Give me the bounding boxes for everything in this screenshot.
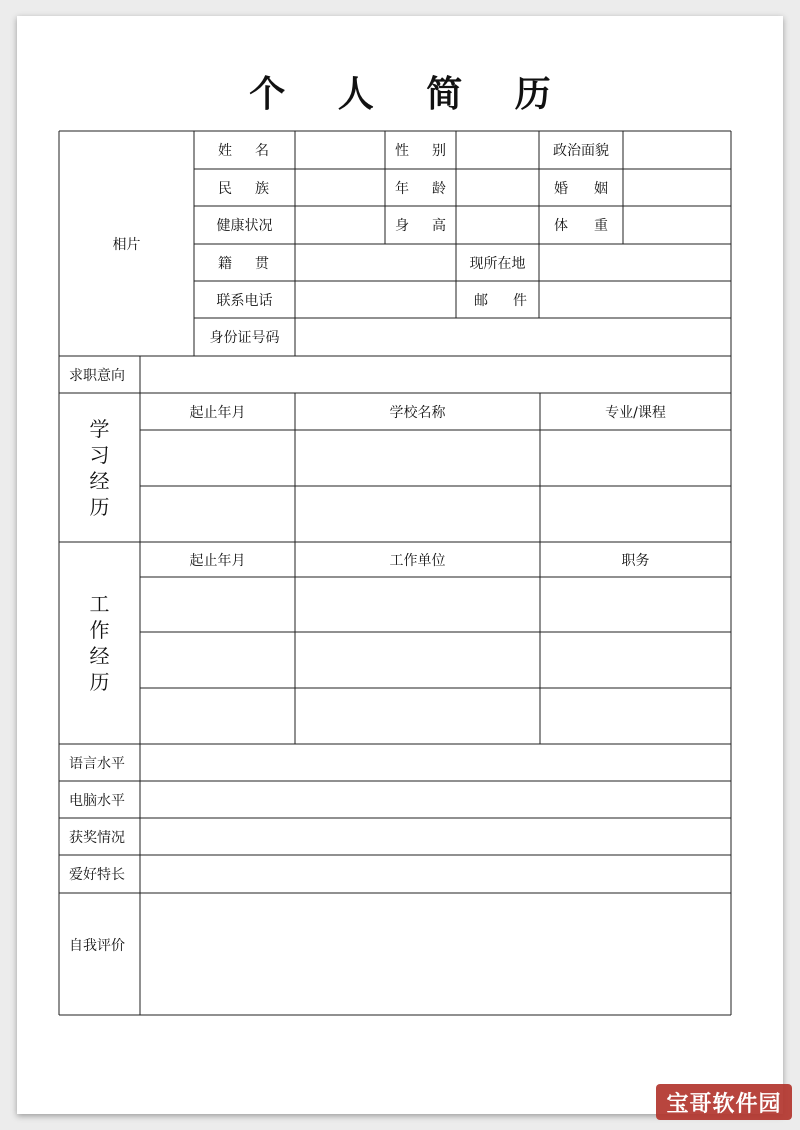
id-number-field[interactable] (295, 318, 731, 356)
name-label: 姓 名 (218, 143, 269, 159)
phone-label: 联系电话 (216, 292, 273, 309)
watermark-logo: 宝哥软件园 (656, 1084, 792, 1120)
language-level-label: 语言水平 (69, 755, 125, 772)
education-header-school: 学校名称 (389, 404, 446, 421)
email-label: 邮 件 (474, 292, 527, 309)
id-number-label: 身份证号码 (209, 330, 280, 346)
awards-label: 获奖情况 (69, 829, 125, 846)
height-label: 身 高 (395, 218, 446, 234)
education-row[interactable] (140, 430, 731, 486)
work-row[interactable] (140, 688, 731, 744)
current-location-label: 现所在地 (469, 255, 526, 272)
work-row[interactable] (140, 632, 731, 688)
age-label: 年 龄 (395, 180, 446, 197)
weight-label: 体 重 (554, 218, 608, 234)
height-field[interactable] (456, 206, 539, 244)
marital-label: 婚 姻 (554, 180, 608, 197)
work-header-employer: 工作单位 (389, 552, 446, 569)
education-header-period: 起止年月 (189, 404, 246, 421)
political-label: 政治面貌 (553, 143, 609, 159)
education-section-label: 学 习 经 历 (89, 416, 110, 519)
health-label: 健康状况 (216, 218, 273, 234)
job-intention-label: 求职意向 (69, 367, 125, 384)
work-row[interactable] (140, 577, 731, 632)
education-header-major: 专业/课程 (605, 404, 666, 421)
weight-field[interactable] (623, 206, 731, 244)
marital-field[interactable] (623, 169, 731, 206)
work-header-position: 职务 (621, 552, 650, 569)
current-location-field[interactable] (539, 244, 731, 281)
self-evaluation-label: 自我评价 (69, 938, 125, 954)
education-row[interactable] (140, 486, 731, 542)
gender-label: 性 别 (395, 143, 446, 159)
computer-level-label: 电脑水平 (69, 792, 125, 809)
work-section-label: 工 作 经 历 (89, 592, 110, 694)
native-place-label: 籍 贯 (218, 255, 269, 272)
age-field[interactable] (456, 169, 539, 206)
computer-level-field[interactable] (140, 781, 731, 818)
awards-field[interactable] (140, 818, 731, 855)
name-field[interactable] (295, 131, 385, 169)
health-field[interactable] (295, 206, 385, 244)
photo-label: 相片 (112, 236, 141, 253)
self-evaluation-field[interactable] (140, 893, 731, 1015)
gender-field[interactable] (456, 131, 539, 169)
job-intention-field[interactable] (140, 356, 731, 393)
ethnicity-label: 民 族 (218, 180, 269, 197)
ethnicity-field[interactable] (295, 169, 385, 206)
work-header-period: 起止年月 (189, 552, 246, 569)
phone-field[interactable] (295, 281, 456, 318)
page-title: 个 人 简 历 (249, 74, 571, 115)
email-field[interactable] (539, 281, 731, 318)
hobbies-label: 爱好特长 (69, 867, 125, 883)
language-level-field[interactable] (140, 744, 731, 781)
native-place-field[interactable] (295, 244, 456, 281)
hobbies-field[interactable] (140, 855, 731, 893)
political-field[interactable] (623, 131, 731, 169)
